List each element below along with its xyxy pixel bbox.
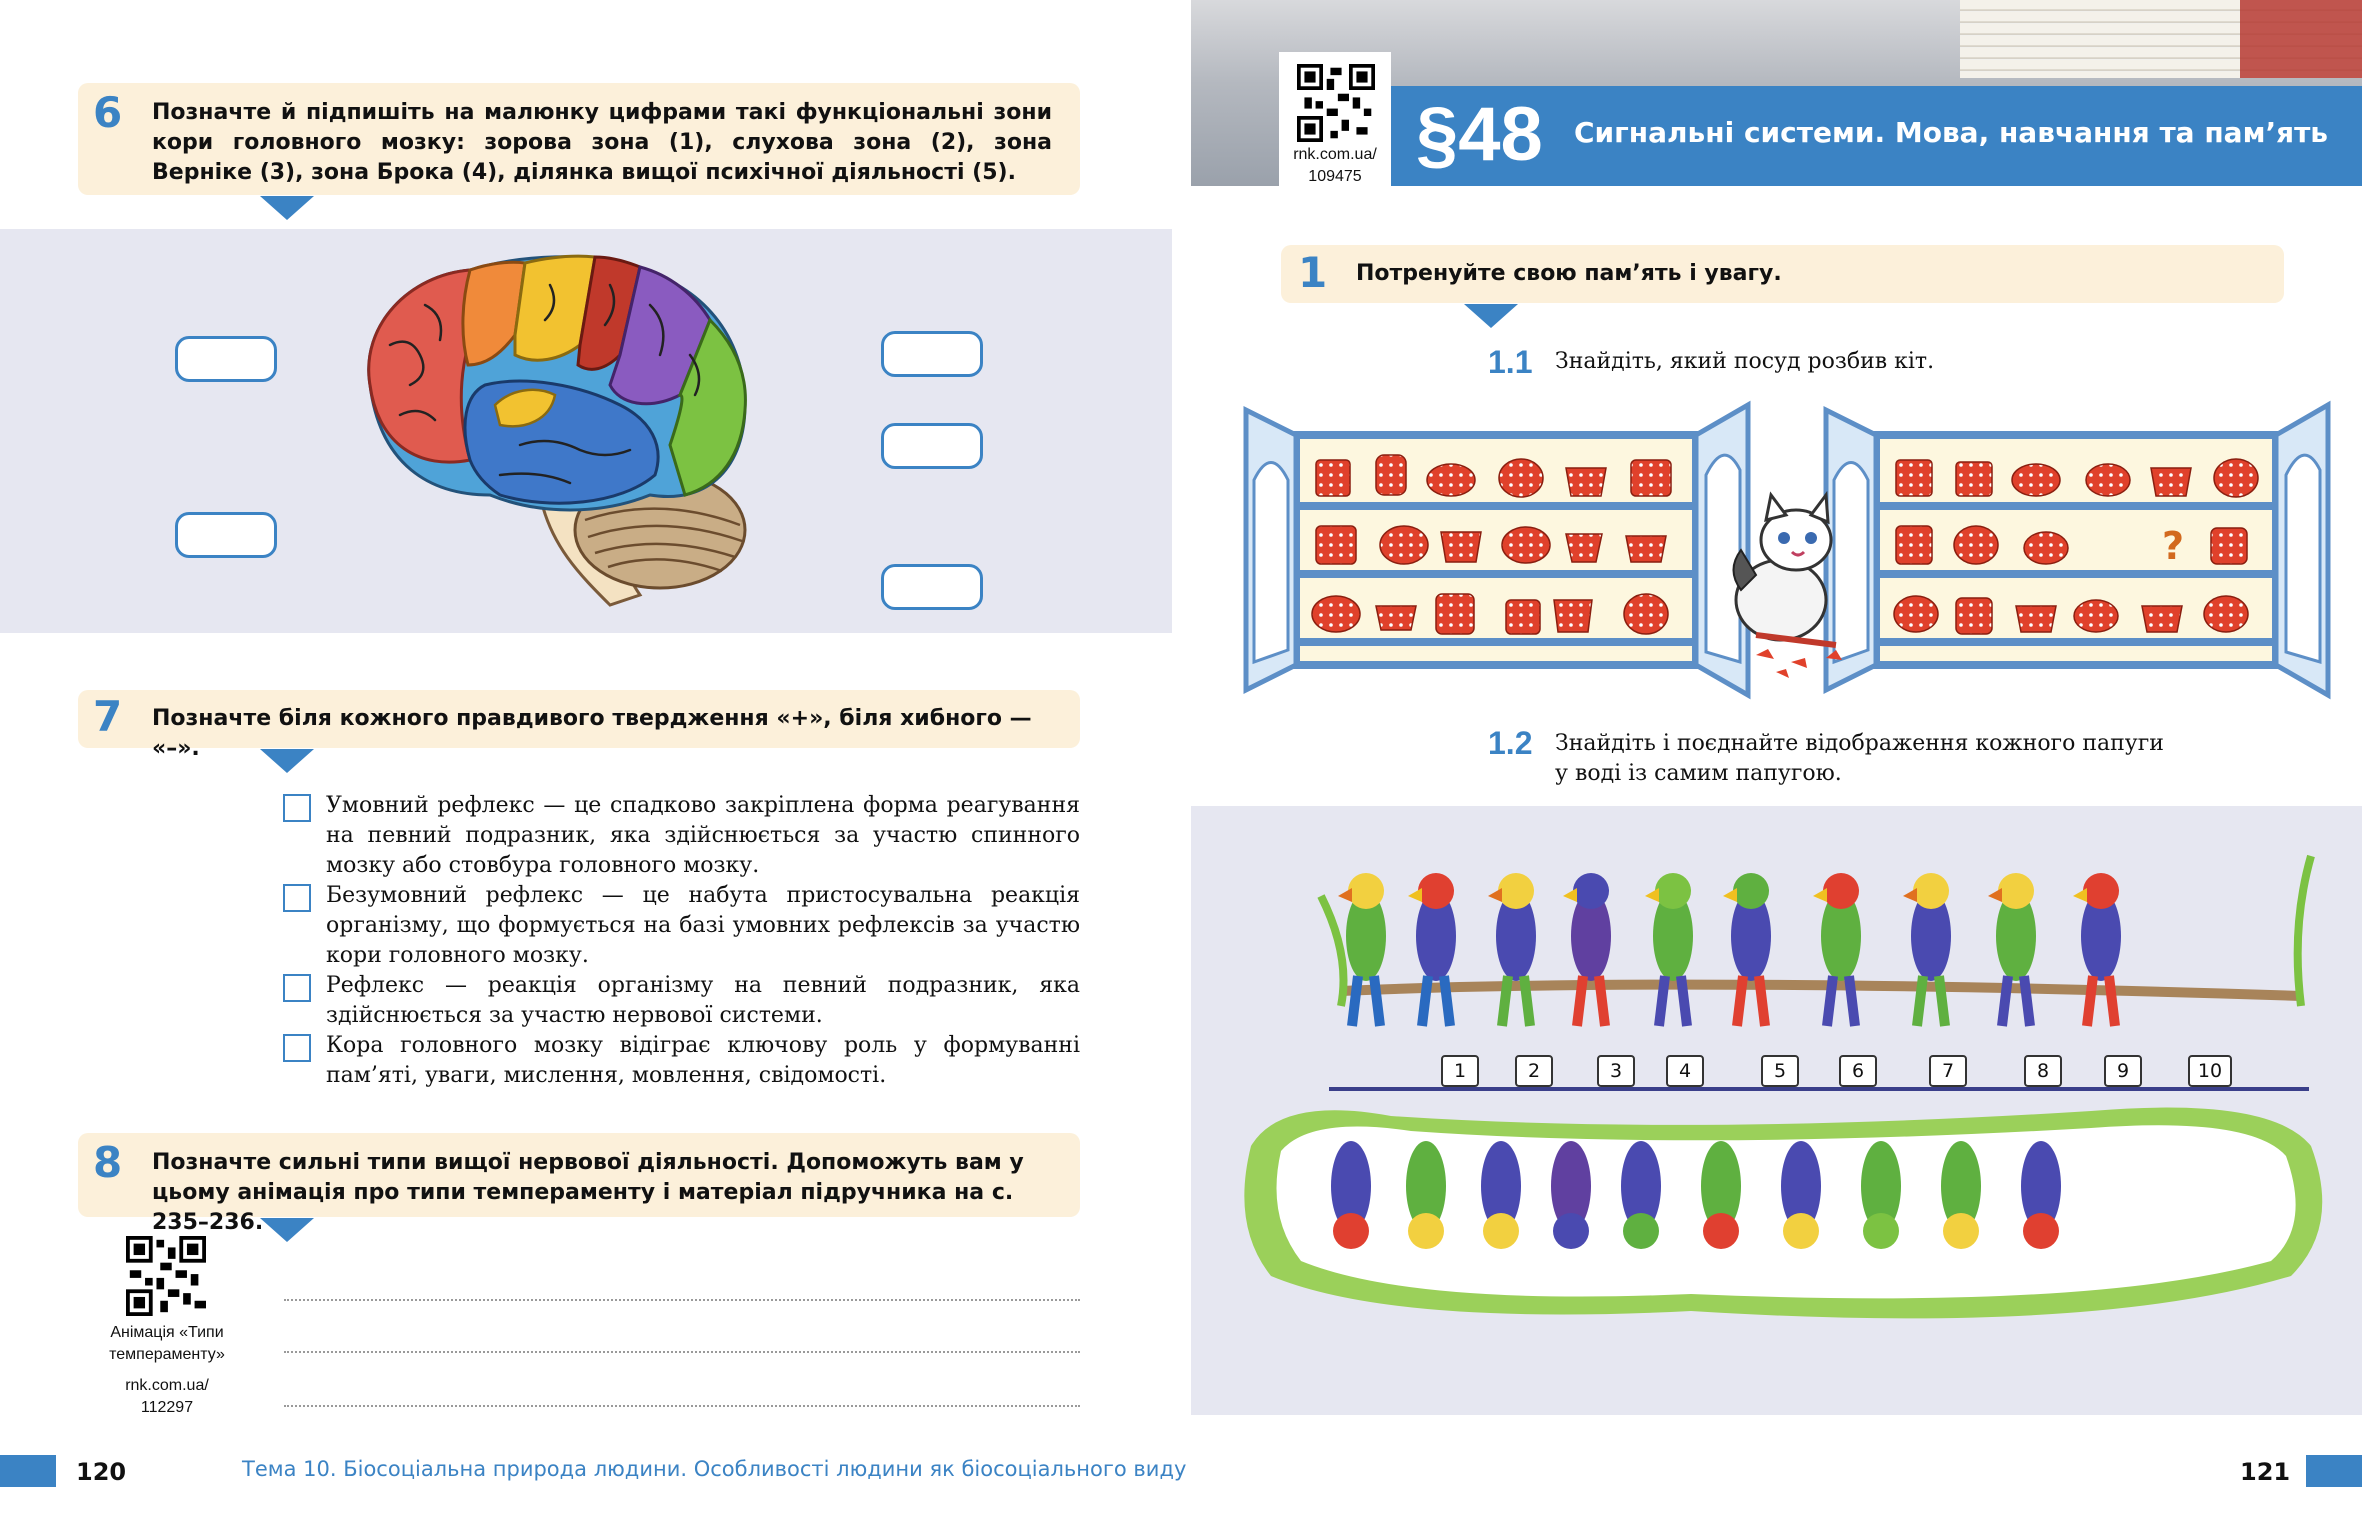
brain-label-box-4[interactable] <box>881 423 983 469</box>
book-cover-red <box>2240 0 2362 78</box>
task-6-pointer <box>260 196 314 220</box>
parrot-number-2: 2 <box>1515 1055 1553 1087</box>
statement-3-checkbox[interactable] <box>283 974 311 1002</box>
statement-1-checkbox[interactable] <box>283 794 311 822</box>
answer-line-2[interactable] <box>284 1351 1080 1353</box>
brain-illustration <box>350 245 760 615</box>
task-1-number: 1 <box>1298 248 1328 297</box>
qr-url-1: rnk.com.ua/ <box>125 1377 209 1394</box>
statement-2-checkbox[interactable] <box>283 884 311 912</box>
task-7-pointer <box>260 749 314 773</box>
right-page-number: 121 <box>2240 1458 2291 1486</box>
section-number: §48 <box>1416 92 1543 177</box>
task-8-text: Позначте сильні типи вищої нервової діяльності. Допоможуть вам у цьому анімація про типи темпераменту і матеріал підручника на с. 235–236. <box>152 1150 1024 1235</box>
section-title: Сигнальні системи. Мова, навчання та пам’ять <box>1574 116 2329 149</box>
task-1-2-text-2: у воді із самим папугою. <box>1555 761 1842 786</box>
parrot-number-3: 3 <box>1597 1055 1635 1087</box>
parrot-number-9: 9 <box>2104 1055 2142 1087</box>
right-page-tab <box>2306 1455 2362 1487</box>
brain-label-box-5[interactable] <box>881 564 983 610</box>
task-8-pointer <box>260 1218 314 1242</box>
qr-caption-1: Анімація «Типи <box>110 1324 224 1341</box>
statement-4-text: Кора головного мозку відіграє ключову роль у формуванні пам’яті, уваги, мислення, мовлення, свідомості. <box>326 1033 1080 1088</box>
header-qr-url-1: rnk.com.ua/ <box>1293 146 1377 163</box>
parrot-number-6: 6 <box>1839 1055 1877 1087</box>
brain-label-box-2[interactable] <box>175 512 277 558</box>
qr-code-animation[interactable] <box>126 1236 206 1316</box>
task-7-number: 7 <box>93 692 123 741</box>
left-page-number: 120 <box>76 1458 127 1486</box>
parrot-number-8: 8 <box>2024 1055 2062 1087</box>
task-7-text: Позначте біля кожного правдивого твердження «+», біля хибного — «–». <box>152 706 1032 761</box>
footer-topic-text: Тема 10. Біосоціальна природа людини. Особливості людини як біосоціального виду <box>242 1457 1187 1481</box>
brain-label-box-3[interactable] <box>881 331 983 377</box>
statement-3-text: Рефлекс — реакція організму на певний подразник, яка здійснюється за участю нервової системи. <box>326 973 1080 1028</box>
parrot-number-7: 7 <box>1929 1055 1967 1087</box>
task-6-number: 6 <box>93 88 123 137</box>
qr-code-section[interactable] <box>1297 64 1375 142</box>
question-mark: ? <box>2162 524 2185 568</box>
parrot-number-1: 1 <box>1441 1055 1479 1087</box>
task-6-text: Позначте й підпишіть на малюнку цифрами такі функціональні зони кори головного мозку: зорова зона (1), слухова зона (2), зона Верніке (3), зона Брока (4), ділянка вищої психічної діяльності (5). <box>152 100 1052 185</box>
qr-caption-2: темпераменту» <box>109 1346 225 1363</box>
task-1-pointer <box>1464 304 1518 328</box>
task-1-2-number: 1.2 <box>1488 725 1533 761</box>
brain-label-box-1[interactable] <box>175 336 277 382</box>
header-qr-url-2: 109475 <box>1308 168 1362 185</box>
statement-1-text: Умовний рефлекс — це спадково закріплена форма реагування на певний подразник, яка здійснюється за участю спинного мозку або стовбура головного мозку. <box>326 793 1080 878</box>
qr-url-2: 112297 <box>140 1399 194 1416</box>
task-1-text: Потренуйте свою пам’ять і увагу. <box>1356 261 1782 286</box>
answer-line-1[interactable] <box>284 1299 1080 1301</box>
parrot-number-10: 10 <box>2188 1055 2232 1087</box>
statement-2-text: Безумовний рефлекс — це набута пристосувальна реакція організму, що формується на базі умовних рефлексів за участю кори головного мозку. <box>326 883 1080 968</box>
left-page-tab <box>0 1455 56 1487</box>
parrot-illustration <box>1191 806 2362 1415</box>
parrot-number-4: 4 <box>1666 1055 1704 1087</box>
parrot-number-5: 5 <box>1761 1055 1799 1087</box>
task-1-2-text-1: Знайдіть і поєднайте відображення кожного папуги <box>1555 731 2164 756</box>
statement-4-checkbox[interactable] <box>283 1034 311 1062</box>
task-1-1-text: Знайдіть, який посуд розбив кіт. <box>1555 349 1935 374</box>
answer-line-3[interactable] <box>284 1405 1080 1407</box>
task-1-1-number: 1.1 <box>1488 344 1533 380</box>
task-8-number: 8 <box>93 1138 123 1187</box>
